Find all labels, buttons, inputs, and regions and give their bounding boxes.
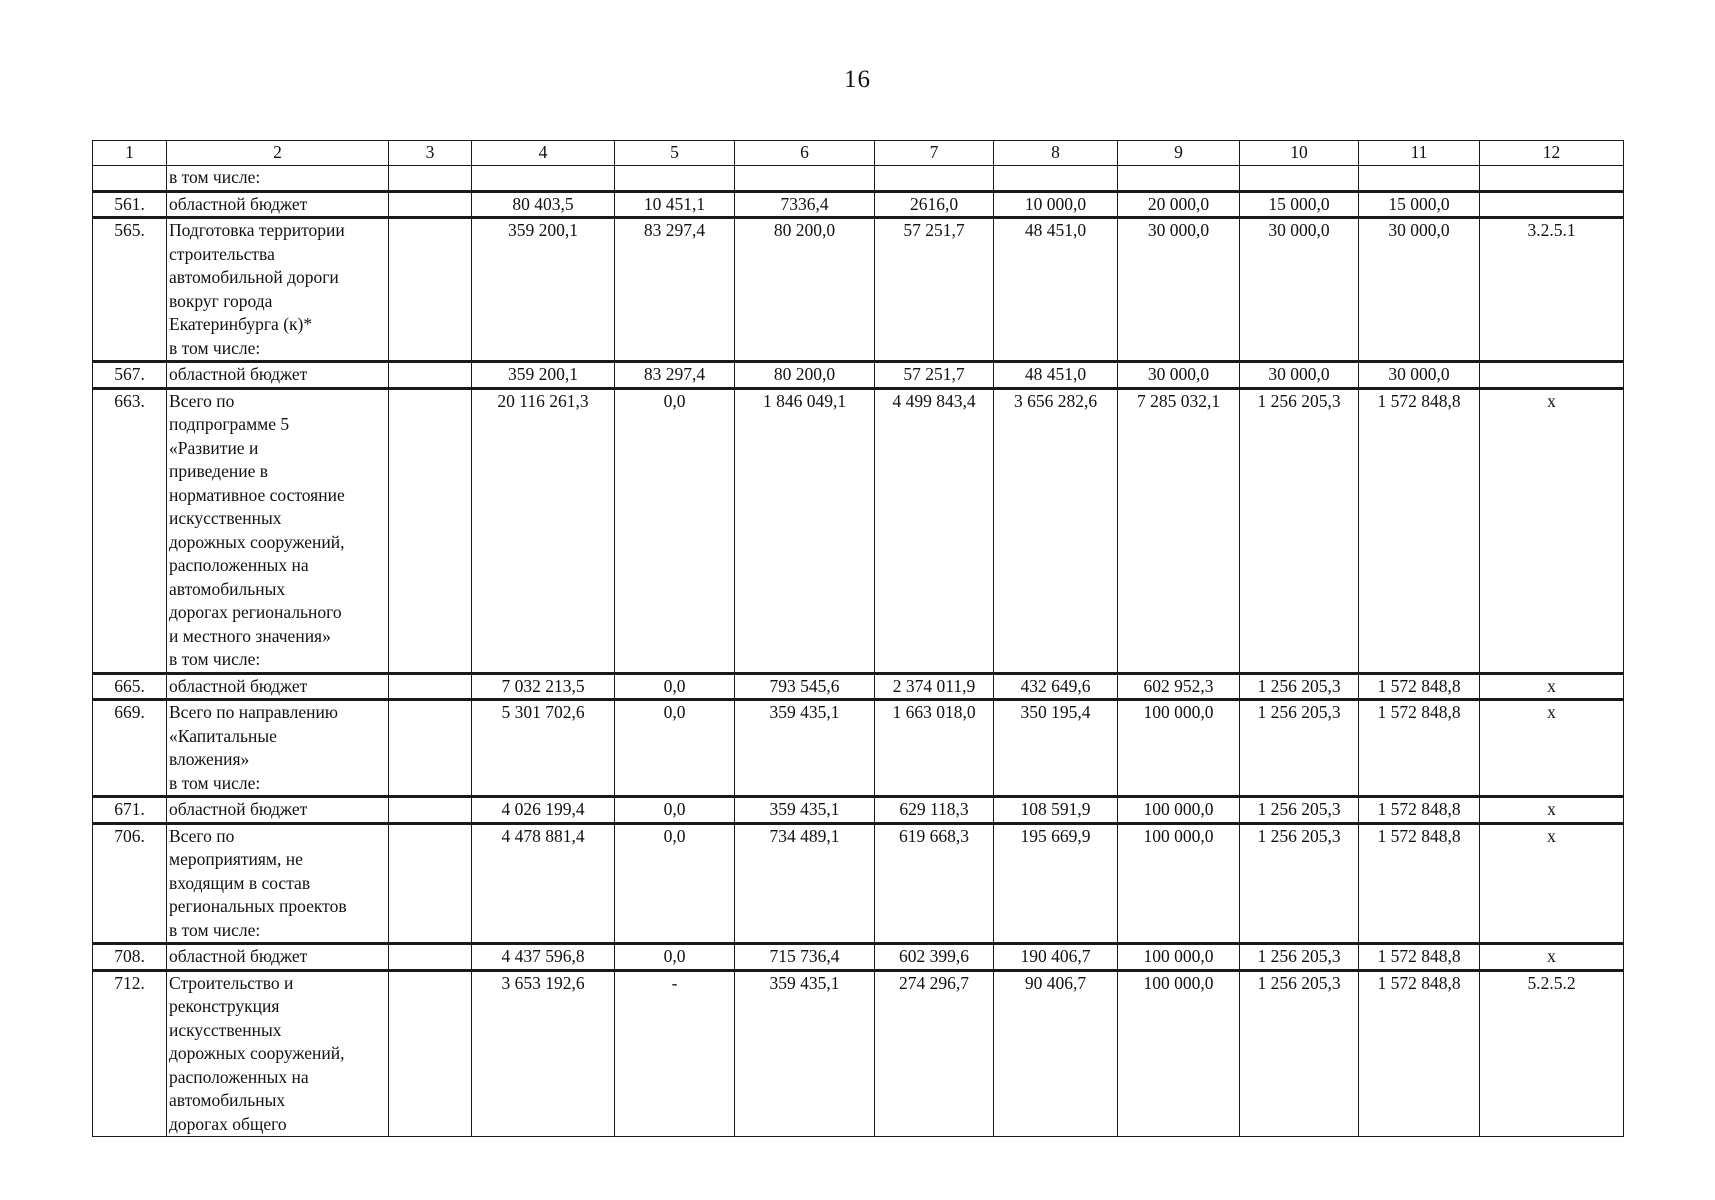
amount-cell [1240, 166, 1359, 192]
amount-cell: 1 572 848,8 [1359, 700, 1480, 797]
column-3-cell [389, 166, 472, 192]
column-header: 7 [875, 141, 994, 166]
row-number-cell: 706. [93, 823, 167, 944]
amount-cell: 0,0 [615, 673, 735, 700]
row-number-cell: 567. [93, 362, 167, 389]
column-header: 1 [93, 141, 167, 166]
amount-cell: 602 399,6 [875, 944, 994, 971]
code-cell: x [1480, 388, 1624, 673]
row-number-cell: 565. [93, 218, 167, 362]
amount-cell [1359, 166, 1480, 192]
amount-cell: 5 301 702,6 [472, 700, 615, 797]
amount-cell: 1 572 848,8 [1359, 388, 1480, 673]
amount-cell: 30 000,0 [1240, 218, 1359, 362]
amount-cell: 10 451,1 [615, 191, 735, 218]
description-cell: Всего по подпрограмме 5 «Развитие и приведение в нормативное состояние искусственных дорожных сооружений, расположенных на автомобильных дорогах регионального и местного значения» в том числе: [167, 388, 389, 673]
table-row [93, 362, 1624, 389]
amount-cell: 1 572 848,8 [1359, 673, 1480, 700]
amount-cell: 4 437 596,8 [472, 944, 615, 971]
amount-cell: 0,0 [615, 797, 735, 824]
amount-cell: 350 195,4 [994, 700, 1118, 797]
amount-cell: 1 572 848,8 [1359, 823, 1480, 944]
code-cell: 3.2.5.1 [1480, 218, 1624, 362]
amount-cell: 30 000,0 [1359, 362, 1480, 389]
amount-cell: 619 668,3 [875, 823, 994, 944]
amount-cell: 1 256 205,3 [1240, 388, 1359, 673]
amount-cell: 83 297,4 [615, 218, 735, 362]
amount-cell: 4 026 199,4 [472, 797, 615, 824]
table-row [93, 166, 1624, 192]
description-cell: Всего по мероприятиям, не входящим в состав региональных проектов в том числе: [167, 823, 389, 944]
amount-cell: 83 297,4 [615, 362, 735, 389]
description-cell: областной бюджет [167, 797, 389, 824]
table-row [93, 944, 1624, 971]
amount-cell: 100 000,0 [1118, 700, 1240, 797]
amount-cell: 1 572 848,8 [1359, 970, 1480, 1137]
amount-cell [615, 166, 735, 192]
amount-cell: 57 251,7 [875, 218, 994, 362]
column-header: 6 [735, 141, 875, 166]
column-header: 5 [615, 141, 735, 166]
amount-cell: 30 000,0 [1118, 362, 1240, 389]
amount-cell: 1 572 848,8 [1359, 797, 1480, 824]
column-header: 8 [994, 141, 1118, 166]
column-3-cell [389, 191, 472, 218]
amount-cell: 274 296,7 [875, 970, 994, 1137]
code-cell [1480, 362, 1624, 389]
amount-cell: 108 591,9 [994, 797, 1118, 824]
amount-cell: 3 653 192,6 [472, 970, 615, 1137]
amount-cell: 80 200,0 [735, 218, 875, 362]
budget-table [92, 140, 1624, 1137]
amount-cell: 359 200,1 [472, 218, 615, 362]
amount-cell: 0,0 [615, 944, 735, 971]
amount-cell: 100 000,0 [1118, 944, 1240, 971]
amount-cell: 0,0 [615, 823, 735, 944]
amount-cell: 57 251,7 [875, 362, 994, 389]
column-header: 9 [1118, 141, 1240, 166]
amount-cell: 1 846 049,1 [735, 388, 875, 673]
amount-cell [1118, 166, 1240, 192]
description-cell: областной бюджет [167, 362, 389, 389]
column-header: 2 [167, 141, 389, 166]
amount-cell: 602 952,3 [1118, 673, 1240, 700]
column-3-cell [389, 673, 472, 700]
code-cell: x [1480, 797, 1624, 824]
row-number-cell: 561. [93, 191, 167, 218]
amount-cell: 3 656 282,6 [994, 388, 1118, 673]
table-row [93, 191, 1624, 218]
amount-cell: 2 374 011,9 [875, 673, 994, 700]
amount-cell: 48 451,0 [994, 218, 1118, 362]
table-header-row [93, 141, 1624, 166]
amount-cell: 4 499 843,4 [875, 388, 994, 673]
amount-cell [472, 166, 615, 192]
description-cell: областной бюджет [167, 673, 389, 700]
amount-cell [994, 166, 1118, 192]
amount-cell: 4 478 881,4 [472, 823, 615, 944]
code-cell: x [1480, 944, 1624, 971]
row-number-cell: 663. [93, 388, 167, 673]
code-cell: x [1480, 673, 1624, 700]
column-header: 10 [1240, 141, 1359, 166]
amount-cell: 15 000,0 [1359, 191, 1480, 218]
amount-cell: 190 406,7 [994, 944, 1118, 971]
table-row [93, 218, 1624, 362]
row-number-cell [93, 166, 167, 192]
column-header: 3 [389, 141, 472, 166]
amount-cell: 1 256 205,3 [1240, 797, 1359, 824]
amount-cell: 7 285 032,1 [1118, 388, 1240, 673]
code-cell: x [1480, 823, 1624, 944]
amount-cell: 1 256 205,3 [1240, 673, 1359, 700]
amount-cell: 10 000,0 [994, 191, 1118, 218]
description-cell: Строительство и реконструкция искусственных дорожных сооружений, расположенных на автомобильных дорогах общего [167, 970, 389, 1137]
amount-cell: 100 000,0 [1118, 823, 1240, 944]
amount-cell [875, 166, 994, 192]
amount-cell: 715 736,4 [735, 944, 875, 971]
column-3-cell [389, 823, 472, 944]
column-3-cell [389, 797, 472, 824]
amount-cell: 7336,4 [735, 191, 875, 218]
amount-cell: 20 000,0 [1118, 191, 1240, 218]
amount-cell: 0,0 [615, 700, 735, 797]
amount-cell [735, 166, 875, 192]
column-3-cell [389, 944, 472, 971]
code-cell: 5.2.5.2 [1480, 970, 1624, 1137]
column-header: 12 [1480, 141, 1624, 166]
table-row [93, 970, 1624, 1137]
amount-cell: 195 669,9 [994, 823, 1118, 944]
amount-cell: 48 451,0 [994, 362, 1118, 389]
amount-cell: 80 200,0 [735, 362, 875, 389]
column-3-cell [389, 970, 472, 1137]
table-row [93, 700, 1624, 797]
amount-cell: 1 572 848,8 [1359, 944, 1480, 971]
row-number-cell: 665. [93, 673, 167, 700]
amount-cell: 1 663 018,0 [875, 700, 994, 797]
column-3-cell [389, 388, 472, 673]
column-3-cell [389, 700, 472, 797]
description-cell: Подготовка территории строительства автомобильной дороги вокруг города Екатеринбурга (к)* в том числе: [167, 218, 389, 362]
amount-cell: 629 118,3 [875, 797, 994, 824]
amount-cell: 0,0 [615, 388, 735, 673]
row-number-cell: 712. [93, 970, 167, 1137]
description-cell: в том числе: [167, 166, 389, 192]
code-cell [1480, 191, 1624, 218]
code-cell: x [1480, 700, 1624, 797]
column-header: 11 [1359, 141, 1480, 166]
amount-cell: 30 000,0 [1118, 218, 1240, 362]
amount-cell: 359 435,1 [735, 970, 875, 1137]
amount-cell: 1 256 205,3 [1240, 823, 1359, 944]
column-3-cell [389, 218, 472, 362]
row-number-cell: 671. [93, 797, 167, 824]
column-3-cell [389, 362, 472, 389]
column-header: 4 [472, 141, 615, 166]
amount-cell: 2616,0 [875, 191, 994, 218]
amount-cell: 15 000,0 [1240, 191, 1359, 218]
amount-cell: 20 116 261,3 [472, 388, 615, 673]
amount-cell: 100 000,0 [1118, 970, 1240, 1137]
table-row [93, 823, 1624, 944]
amount-cell: 432 649,6 [994, 673, 1118, 700]
amount-cell: - [615, 970, 735, 1137]
amount-cell: 80 403,5 [472, 191, 615, 218]
table-row [93, 673, 1624, 700]
amount-cell: 1 256 205,3 [1240, 700, 1359, 797]
amount-cell: 7 032 213,5 [472, 673, 615, 700]
description-cell: Всего по направлению «Капитальные вложения» в том числе: [167, 700, 389, 797]
table-row [93, 797, 1624, 824]
amount-cell: 734 489,1 [735, 823, 875, 944]
code-cell [1480, 166, 1624, 192]
amount-cell: 30 000,0 [1359, 218, 1480, 362]
row-number-cell: 708. [93, 944, 167, 971]
amount-cell: 1 256 205,3 [1240, 970, 1359, 1137]
amount-cell: 30 000,0 [1240, 362, 1359, 389]
amount-cell: 359 435,1 [735, 700, 875, 797]
description-cell: областной бюджет [167, 944, 389, 971]
amount-cell: 359 435,1 [735, 797, 875, 824]
amount-cell: 359 200,1 [472, 362, 615, 389]
amount-cell: 100 000,0 [1118, 797, 1240, 824]
table-row [93, 388, 1624, 673]
amount-cell: 90 406,7 [994, 970, 1118, 1137]
page-number: 16 [844, 66, 871, 93]
amount-cell: 1 256 205,3 [1240, 944, 1359, 971]
row-number-cell: 669. [93, 700, 167, 797]
description-cell: областной бюджет [167, 191, 389, 218]
amount-cell: 793 545,6 [735, 673, 875, 700]
